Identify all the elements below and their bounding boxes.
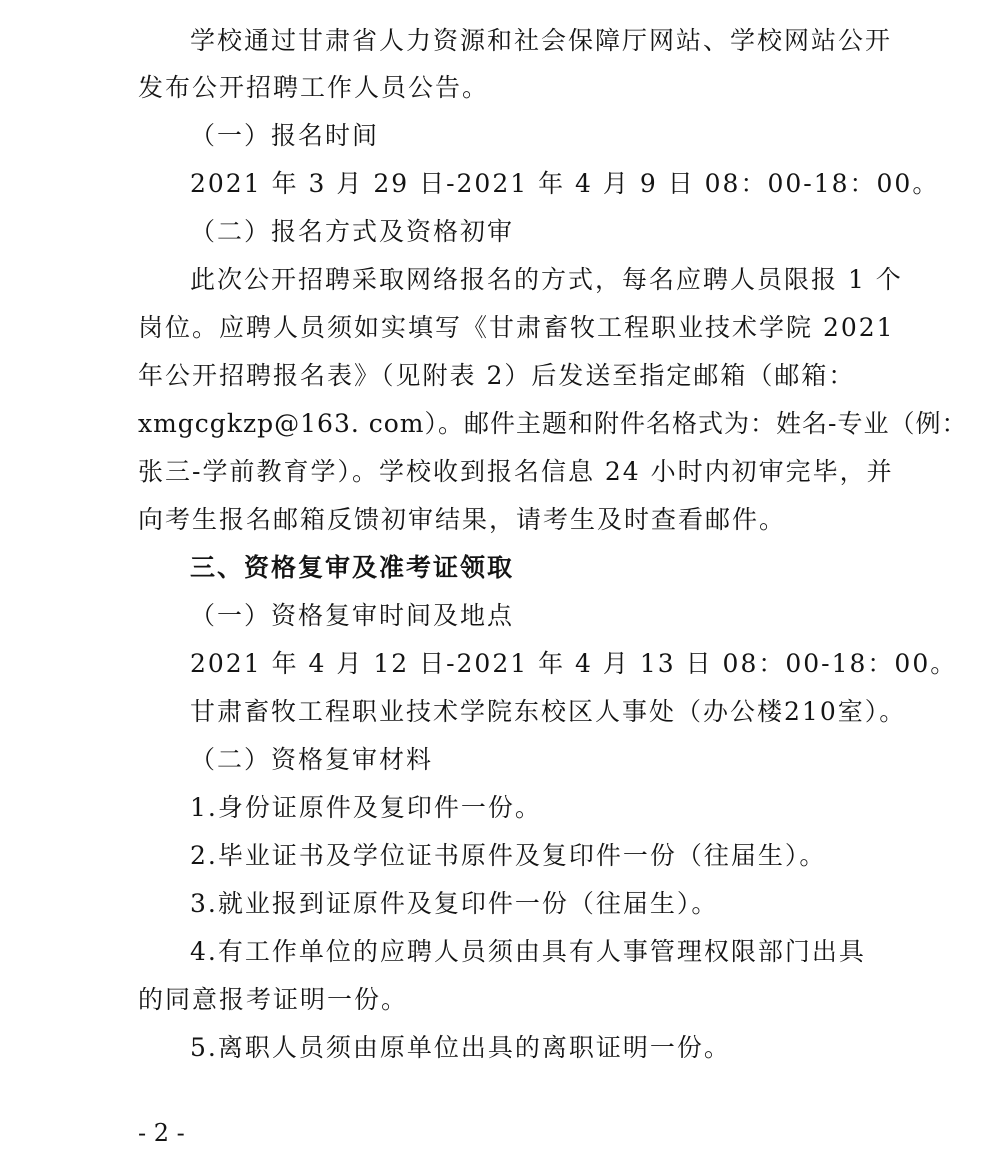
paragraph-registration-line-5: 张三-学前教育学）。学校收到报名信息 24 小时内初审完毕，并 <box>138 457 894 486</box>
section-heading-review: 三、资格复审及准考证领取 <box>190 553 515 582</box>
review-location: 甘肃畜牧工程职业技术学院东校区人事处（办公楼210室）。 <box>190 697 907 726</box>
subheading-registration-time: （一）报名时间 <box>190 121 380 150</box>
material-item-1: 1.身份证原件及复印件一份。 <box>190 793 542 822</box>
subheading-review-time-place: （一）资格复审时间及地点 <box>190 601 515 630</box>
page-number: - 2 - <box>138 1119 185 1147</box>
paragraph-registration-line-4: xmgcgkzp@163. com）。邮件主题和附件名格式为：姓名-专业（例： <box>138 409 968 438</box>
paragraph-registration-line-1: 此次公开招聘采取网络报名的方式，每名应聘人员限报 1 个 <box>190 265 903 294</box>
material-item-2: 2.毕业证书及学位证书原件及复印件一份（往届生）。 <box>190 841 827 870</box>
paragraph-publication-line-1: 学校通过甘肃省人力资源和社会保障厅网站、学校网站公开 <box>190 26 893 55</box>
paragraph-registration-line-6: 向考生报名邮箱反馈初审结果，请考生及时查看邮件。 <box>138 505 787 534</box>
material-item-4-line-2: 的同意报考证明一份。 <box>138 985 409 1014</box>
material-item-3: 3.就业报到证原件及复印件一份（往届生）。 <box>190 889 719 918</box>
paragraph-registration-line-3: 年公开招聘报名表》（见附表 2）后发送至指定邮箱（邮箱： <box>138 361 856 390</box>
material-item-5: 5.离职人员须由原单位出具的离职证明一份。 <box>190 1033 731 1062</box>
subheading-review-materials: （二）资格复审材料 <box>190 745 434 774</box>
registration-time-range: 2021 年 3 月 29 日-2021 年 4 月 9 日 08：00-18：00。 <box>190 169 940 198</box>
subheading-registration-method: （二）报名方式及资格初审 <box>190 217 515 246</box>
material-item-4-line-1: 4.有工作单位的应聘人员须由具有人事管理权限部门出具 <box>190 937 866 966</box>
paragraph-registration-line-2: 岗位。应聘人员须如实填写《甘肃畜牧工程职业技术学院 2021 <box>138 313 895 342</box>
paragraph-publication-line-2: 发布公开招聘工作人员公告。 <box>138 73 490 102</box>
review-time-range: 2021 年 4 月 12 日-2021 年 4 月 13 日 08：00-18：00。 <box>190 649 958 678</box>
